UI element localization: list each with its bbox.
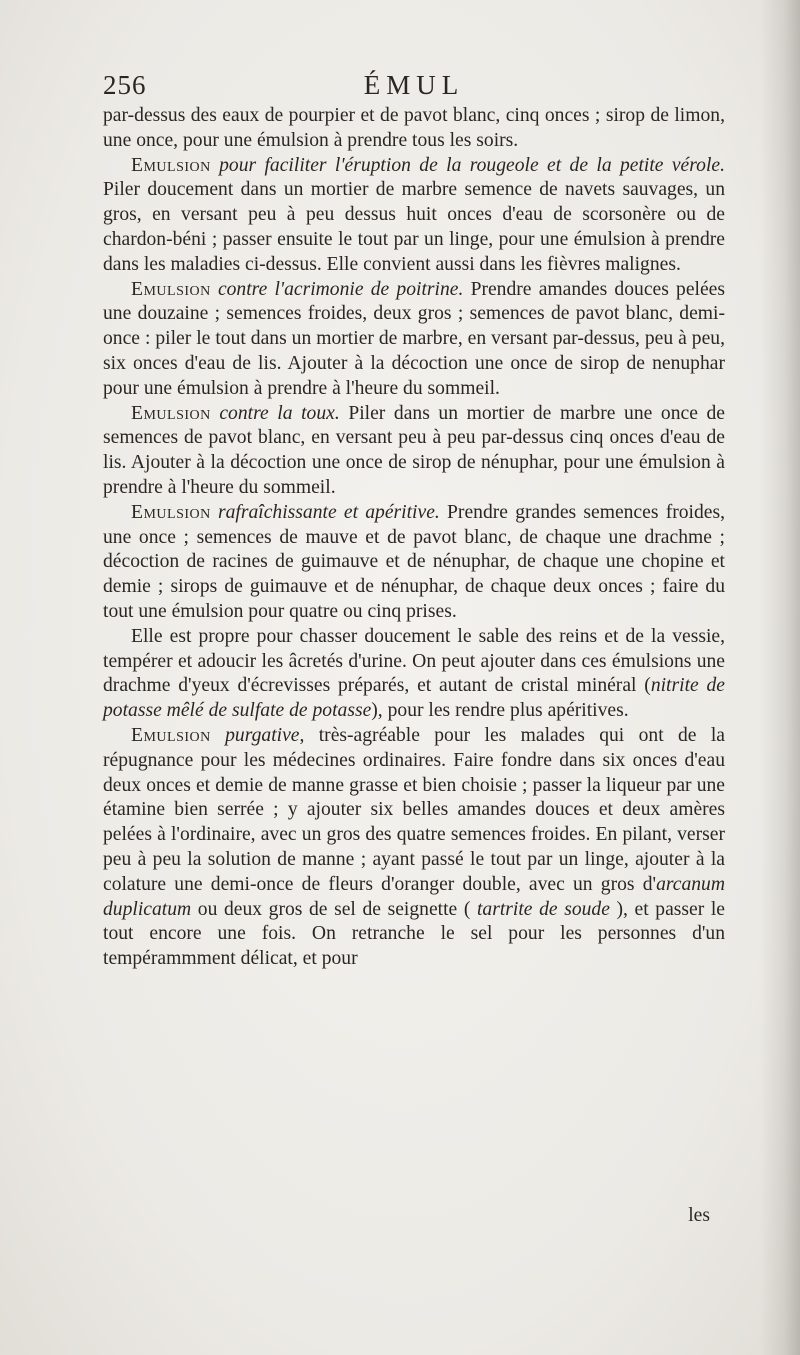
italic-text: tartrite de soude [476, 898, 610, 920]
text-run: Piler doucement dans un mortier de marbre semence de navets sauvages, un gros, en versant peu à peu dessus huit onces d'eau de scorsonère ou de chardon-béni ; passer ensuite le tout par un linge, pour une émulsion à prendre dans les maladies ci-dessus. Elle convient aussi dans les fièvres malignes. [103, 179, 725, 275]
text-run: par-dessus des eaux de pourpier et de pavot blanc, cinq onces ; sirop de limon, une once, pour une émulsion à prendre tous les soirs. [103, 105, 725, 151]
italic-text: pour faciliter l'éruption de la rougeole et de la petite vérole. [210, 154, 725, 176]
entry-heading: Emulsion [131, 402, 211, 424]
italic-text: contre l'acrimonie de poitrine. [210, 278, 464, 300]
italic-text: purgative [210, 724, 300, 746]
page-header [103, 70, 725, 104]
text-run: , très-agréable pour les malades qui ont de la répugnance pour les médecines ordinaires. Faire fondre dans six onces d'eau deux onces et demie de manne grasse et bien choisie ; passer la liqueur par une étamine bien serrée ; y ajouter six belles amandes douces et deux amères pelées à l'ordinaire, avec un gros des quatre semences froides. En pilant, verser peu à peu la solution de manne ; ayant passé le tout par un linge, ajouter à la colature une demi-once de fleurs d'oranger double, avec un gros d' [103, 724, 726, 895]
entry-heading: Emulsion [131, 501, 211, 523]
paragraph [103, 625, 725, 724]
italic-text: rafraîchissante et apéritive. [210, 501, 440, 523]
text-run: Prendre amandes douces pelées une douzaine ; semences froides, deux gros ; semences de pavot blanc, demi-once : piler le tout dans un mortier de marbre, en versant par-dessus, peu à peu, six onces d'eau de lis. Ajouter à la décoction une once de sirop de nenuphar pour une émulsion à prendre à l'heure du sommeil. [103, 278, 725, 399]
text-run: ), et passer le tout encore une fois. On retranche le sel pour les personnes d'un tempérammment délicat, et pour [103, 898, 725, 970]
paragraph [103, 501, 725, 625]
text-run: ), pour les rendre plus apéritives. [371, 700, 629, 722]
paragraph [103, 154, 725, 278]
page-spine-shadow [760, 0, 800, 1355]
body-text [103, 104, 725, 972]
italic-text: nitrite de potasse mêlé de sulfate de potasse [103, 675, 725, 722]
running-head: ÉMUL [363, 70, 465, 100]
italic-text: contre la toux. [210, 402, 340, 424]
italic-text: arcanum duplicatum [103, 873, 725, 920]
catchword: les [688, 1205, 710, 1226]
text-run: Piler dans un mortier de marbre une once de semences de pavot blanc, en versant peu à peu par-dessus cinq onces d'eau de lis. Ajouter à la décoction une once de sirop de nénuphar, pour une émulsion à prendre à l'heure du sommeil. [103, 402, 725, 498]
entry-heading: Emulsion [131, 724, 211, 746]
page-number: 256 [103, 70, 147, 100]
paragraph [103, 724, 725, 972]
entry-heading: Emulsion [131, 154, 211, 176]
paragraph [103, 278, 725, 402]
entry-heading: Emulsion [131, 278, 211, 300]
paragraph [103, 104, 725, 154]
text-run: Elle est propre pour chasser doucement le sable des reins et de la vessie, tempérer et adoucir les âcretés d'urine. On peut ajouter dans ces émulsions une drachme d'yeux d'écrevisses préparés, et autant de cristal minéral ( [103, 625, 725, 697]
text-run: Prendre grandes semences froides, une once ; semences de mauve et de pavot blanc, de chaque une drachme ; décoction de racines de guimauve et de nénuphar, de chaque une chopine et demie ; sirops de guimauve et de nénuphar, de chaque deux onces ; faire du tout une émulsion pour quatre ou cinq prises. [103, 501, 725, 622]
text-run: ou deux gros de sel de seignette ( [191, 898, 477, 920]
paragraph [103, 402, 725, 501]
